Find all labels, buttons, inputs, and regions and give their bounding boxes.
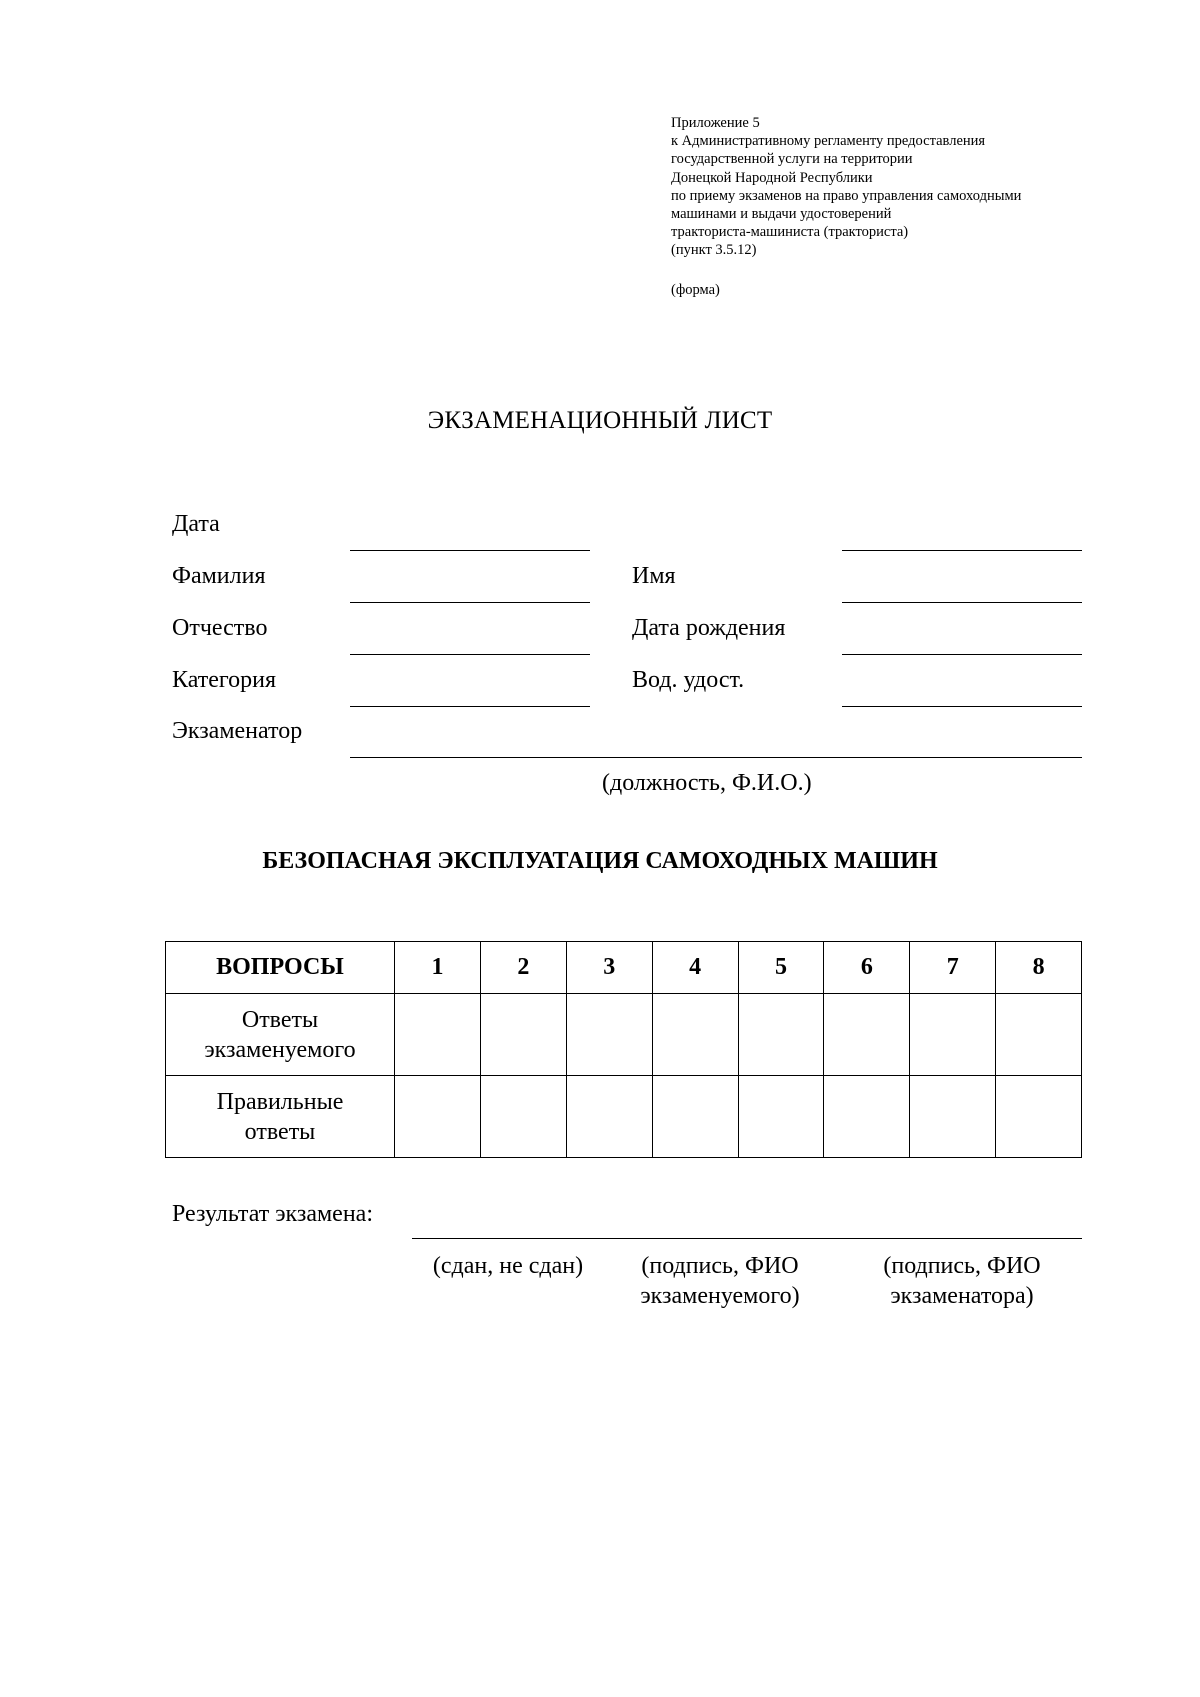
surname-label: Фамилия	[172, 563, 266, 589]
answer-cell[interactable]	[910, 1076, 996, 1158]
examiner-signature-caption	[862, 1251, 1062, 1311]
section-title: БЕЗОПАСНАЯ ЭКСПЛУАТАЦИЯ САМОХОДНЫХ МАШИН	[262, 848, 938, 874]
appendix-line: машинами и выдачи удостоверений	[671, 206, 892, 223]
correct-answers-label	[166, 1076, 395, 1158]
status-caption-text: (сдан, не сдан)	[432, 1253, 584, 1279]
question-number: 8	[996, 942, 1082, 994]
answer-cell[interactable]	[996, 994, 1082, 1076]
surname-line[interactable]	[350, 602, 590, 603]
row-label-line: экзаменуемого	[204, 1036, 356, 1063]
table-row	[166, 1076, 1082, 1158]
answer-cell[interactable]	[652, 1076, 738, 1158]
status-caption	[418, 1251, 598, 1281]
caption-line: экзаменуемого)	[640, 1283, 800, 1309]
table-header-row	[166, 942, 1082, 994]
question-number: 5	[738, 942, 824, 994]
question-number: 7	[910, 942, 996, 994]
answer-cell[interactable]	[395, 1076, 481, 1158]
name-line[interactable]	[842, 602, 1082, 603]
question-number: 1	[395, 942, 481, 994]
date-extra-line[interactable]	[842, 550, 1082, 551]
answer-cell[interactable]	[566, 994, 652, 1076]
appendix-line: (пункт 3.5.12)	[671, 242, 757, 259]
answer-cell[interactable]	[738, 1076, 824, 1158]
document-title: ЭКЗАМЕНАЦИОННЫЙ ЛИСТ	[427, 407, 773, 434]
answer-cell[interactable]	[738, 994, 824, 1076]
answers-table	[165, 941, 1082, 1158]
form-note: (форма)	[671, 282, 720, 298]
appendix-line: Донецкой Народной Республики	[671, 169, 873, 186]
appendix-line: Приложение 5	[671, 115, 760, 131]
row-label-line: Ответы	[241, 1006, 319, 1033]
category-line[interactable]	[350, 706, 590, 707]
row-label-line: ответы	[244, 1118, 316, 1145]
patronymic-label: Отчество	[172, 615, 268, 641]
caption-line: (подпись, ФИО	[641, 1253, 799, 1279]
date-line[interactable]	[350, 550, 590, 551]
examiner-line[interactable]	[350, 757, 1082, 758]
answer-cell[interactable]	[480, 994, 566, 1076]
answer-cell[interactable]	[480, 1076, 566, 1158]
answer-cell[interactable]	[996, 1076, 1082, 1158]
caption-line: экзаменатора)	[890, 1283, 1034, 1309]
answer-cell[interactable]	[566, 1076, 652, 1158]
examinee-answers-label	[166, 994, 395, 1076]
table-row	[166, 994, 1082, 1076]
appendix-line: тракториста-машиниста (тракториста)	[671, 224, 909, 241]
result-label: Результат экзамена:	[172, 1201, 373, 1227]
appendix-line: по приему экзаменов на право управления самоходными	[671, 187, 1022, 204]
appendix-line: к Административному регламенту предоставления	[671, 133, 986, 150]
license-line[interactable]	[842, 706, 1082, 707]
birth-date-line[interactable]	[842, 654, 1082, 655]
question-number: 3	[566, 942, 652, 994]
questions-header: ВОПРОСЫ	[166, 942, 395, 994]
answer-cell[interactable]	[652, 994, 738, 1076]
row-label-line: Правильные	[216, 1088, 344, 1115]
examinee-signature-caption	[620, 1251, 820, 1311]
license-label: Вод. удост.	[632, 667, 745, 693]
question-number: 2	[480, 942, 566, 994]
date-label: Дата	[172, 511, 220, 537]
appendix-line: государственной услуги на территории	[671, 151, 913, 168]
question-number: 4	[652, 942, 738, 994]
examiner-label: Экзаменатор	[172, 718, 303, 744]
answer-cell[interactable]	[910, 994, 996, 1076]
name-label: Имя	[632, 563, 676, 589]
question-number: 6	[824, 942, 910, 994]
answer-cell[interactable]	[395, 994, 481, 1076]
patronymic-line[interactable]	[350, 654, 590, 655]
result-line[interactable]	[412, 1238, 1082, 1239]
examiner-caption: (должность, Ф.И.О.)	[602, 770, 812, 796]
appendix-block	[671, 114, 1131, 260]
birth-date-label: Дата рождения	[632, 615, 786, 641]
category-label: Категория	[172, 667, 276, 693]
caption-line: (подпись, ФИО	[883, 1253, 1041, 1279]
answer-cell[interactable]	[824, 1076, 910, 1158]
answer-cell[interactable]	[824, 994, 910, 1076]
